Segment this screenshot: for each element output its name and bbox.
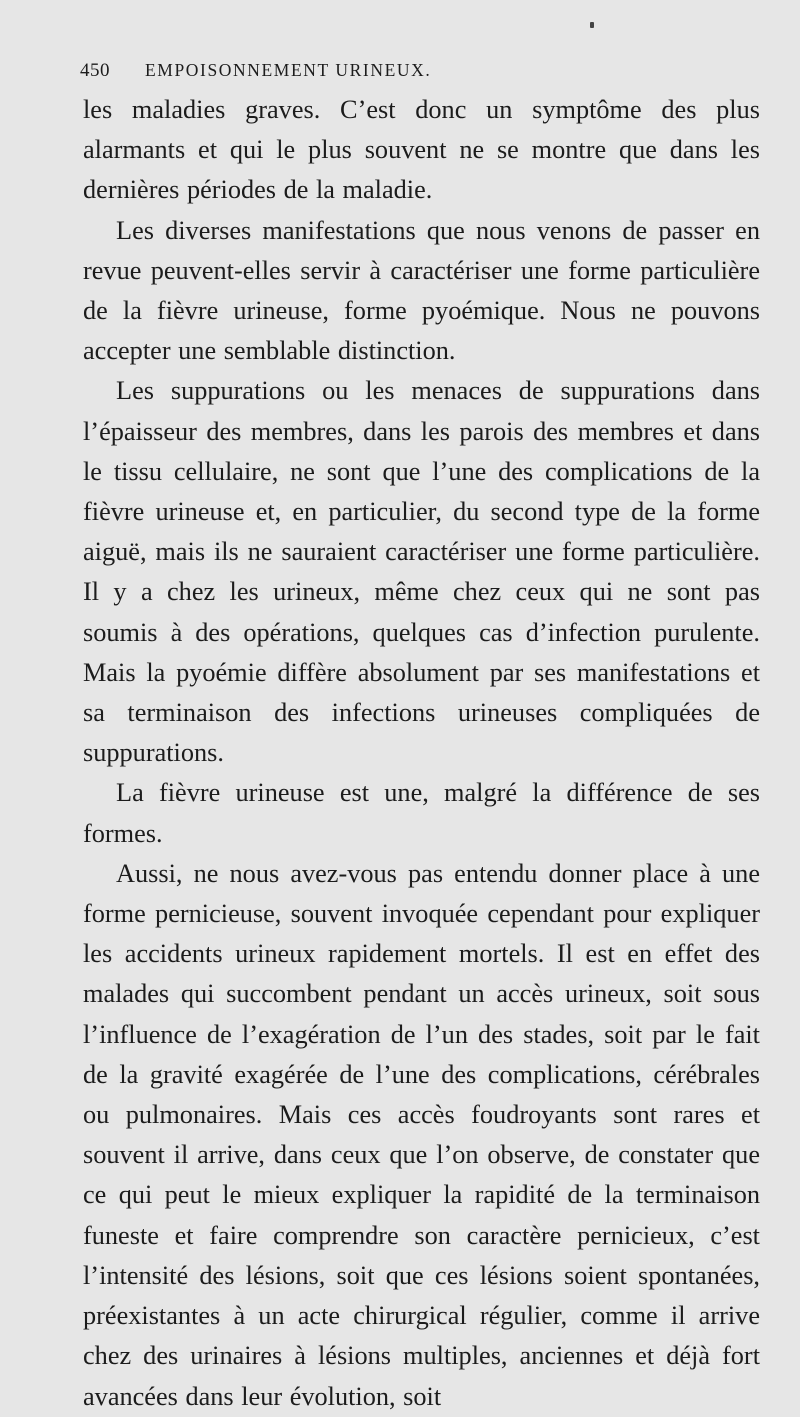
running-title: EMPOISONNEMENT URINEUX. bbox=[145, 60, 432, 80]
paragraph: La fièvre urineuse est une, malgré la différence de ses formes. bbox=[83, 778, 760, 848]
paragraph: Les suppurations ou les menaces de suppurations dans l’épaisseur des membres, dans les parois des membres et dans le tissu cellulaire, ne sont que l’une des complications de la fièvre urineuse et, en particulier, du second type de la forme aiguë, mais ils ne sauraient caractériser une forme particulière. Il y a chez les urineux, même chez ceux qui ne sont pas soumis à des opérations, quelques cas d’infection purulente. Mais la pyoémie diffère absolument par ses manifestations et sa terminaison des infections urineuses compliquées de suppurations. bbox=[83, 376, 760, 768]
body-text bbox=[83, 90, 760, 1417]
running-header bbox=[80, 60, 760, 88]
paragraph-continued: les maladies graves. C’est donc un symptôme des plus alarmants et qui le plus souvent ne se montre que dans les dernières périodes de la maladie. bbox=[83, 95, 760, 205]
paragraph: Les diverses manifestations que nous venons de passer en revue peuvent-elles servir à caractériser une forme particulière de la fièvre urineuse, forme pyoémique. Nous ne pouvons accepter une semblable distinction. bbox=[83, 215, 760, 366]
page-number: 450 bbox=[80, 60, 110, 81]
paragraph: Aussi, ne nous avez-vous pas entendu donner place à une forme pernicieuse, souvent invoquée cependant pour expliquer les accidents urineux rapidement mortels. Il est en effet des malades qui succombent pendant un accès urineux, soit sous l’influence de l’exagération de l’un des stades, soit par le fait de la gravité exagérée de l’une des complications, cérébrales ou pulmonaires. Mais ces accès foudroyants sont rares et souvent il arrive, dans ceux que l’on observe, de constater que ce qui peut le mieux expliquer la rapidité de la terminaison funeste et faire comprendre son caractère pernicieux, c’est l’intensité des lésions, soit que ces lésions soient spontanées, préexistantes à un acte chirurgical régulier, comme il arrive chez des urinaires à lésions multiples, anciennes et déjà fort avancées dans leur évolution, soit bbox=[83, 858, 760, 1411]
ink-speck bbox=[590, 22, 594, 28]
